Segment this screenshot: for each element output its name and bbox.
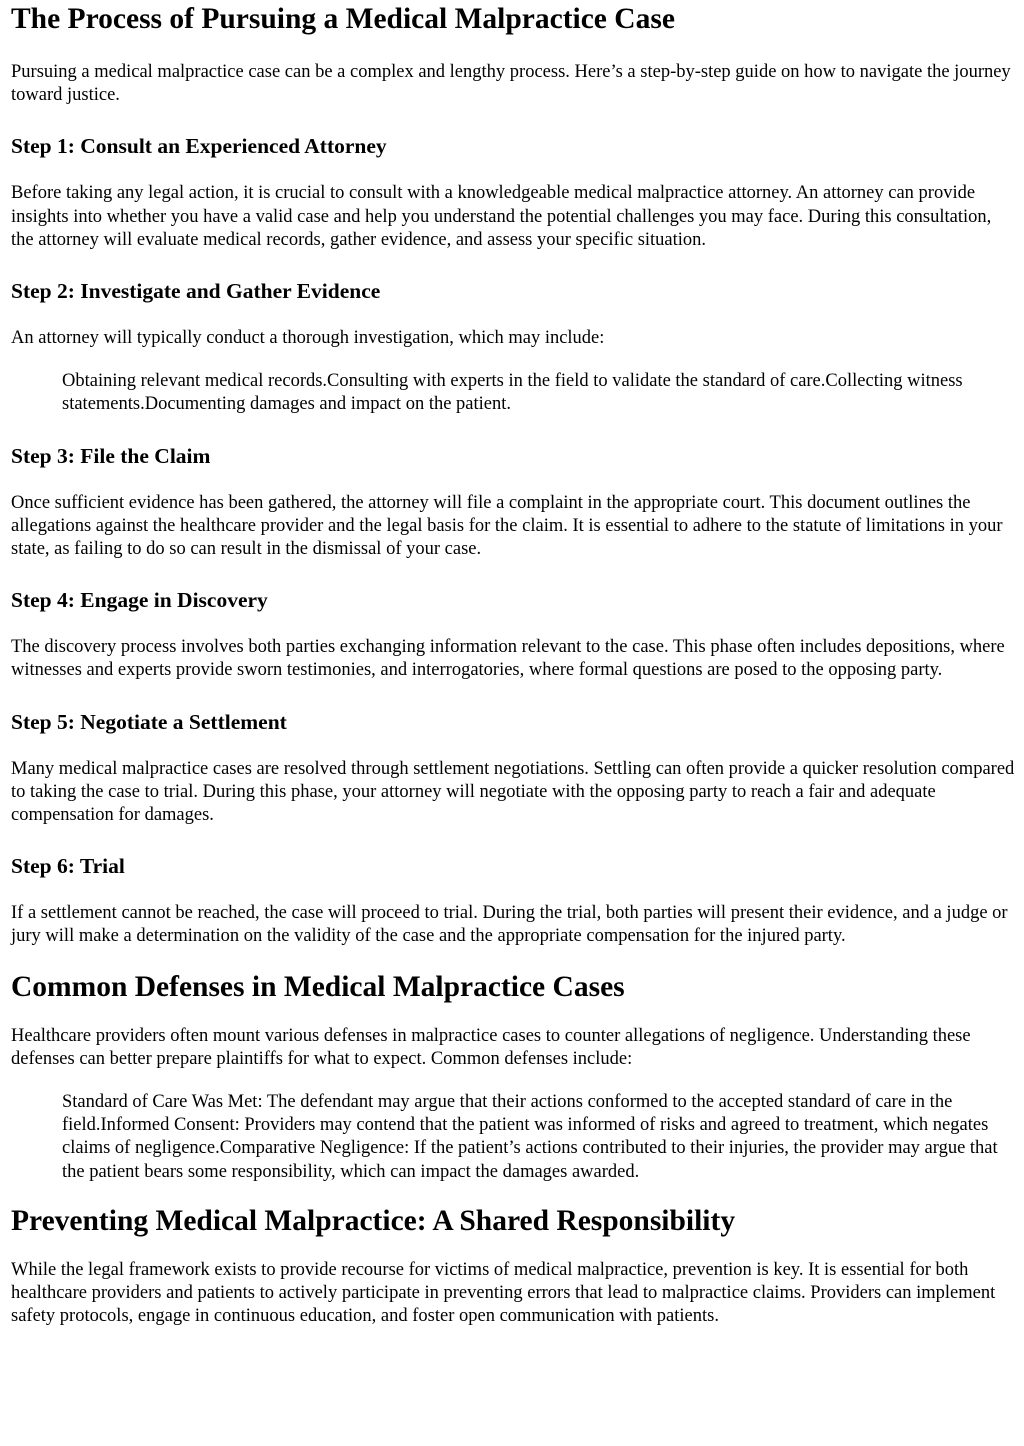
- step-1-heading: Step 1: Consult an Experienced Attorney: [11, 134, 387, 159]
- step-6-heading: Step 6: Trial: [11, 854, 125, 879]
- prevention-paragraph: While the legal framework exists to provide recourse for victims of medical malpractice, prevention is key. It is essential for both healthcare providers and patients to actively participate in preventing errors that lead to malpractice claims. Providers can implement safety protocols, engage in continuous education, and foster open communication with patients.: [11, 1259, 996, 1327]
- step-3-paragraph: Once sufficient evidence has been gathered, the attorney will file a complaint in the appropriate court. This document outlines the allegations against the healthcare provider and the legal basis for the claim. It is essential to adhere to the statute of limitations in your state, as failing to do so can result in the dismissal of your case.: [11, 492, 1003, 560]
- step-4-heading: Step 4: Engage in Discovery: [11, 588, 268, 613]
- page-title: The Process of Pursuing a Medical Malpractice Case: [11, 3, 675, 35]
- step-5-heading: Step 5: Negotiate a Settlement: [11, 709, 287, 734]
- step-6-paragraph: If a settlement cannot be reached, the case will proceed to trial. During the trial, both parties will present their evidence, and a judge or jury will make a determination on the validity of the case and the appropriate compensation for the injured party.: [11, 903, 1008, 947]
- step-1-paragraph: Before taking any legal action, it is crucial to consult with a knowledgeable medical malpractice attorney. An attorney can provide insights into whether you have a valid case and help you understand the potential challenges you may face. During this consultation, the attorney will evaluate medical records, gather evidence, and assess your specific situation.: [11, 183, 992, 250]
- intro-paragraph: Pursuing a medical malpractice case can be a complex and lengthy process. Here’s a step-by-step guide on how to navigate the journey toward justice.: [11, 62, 1011, 106]
- prevention-heading: Preventing Medical Malpractice: A Shared Responsibility: [11, 1204, 736, 1237]
- step-2-heading: Step 2: Investigate and Gather Evidence: [11, 279, 381, 304]
- defenses-paragraph: Healthcare providers often mount various defenses in malpractice cases to counter allegations of negligence. Understanding these defenses can better prepare plaintiffs for what to expect. Common defenses include:: [11, 1025, 971, 1069]
- step-2-evidence-quote: Obtaining relevant medical records.Consulting with experts in the field to validate the standard of care.Collecting witness statements.Documenting damages and impact on the patient.: [62, 371, 963, 415]
- step-4-paragraph: The discovery process involves both parties exchanging information relevant to the case. This phase often includes depositions, where witnesses and experts provide sworn testimonies, and interrogatories, where formal questions are posed to the opposing party.: [11, 637, 1005, 681]
- defenses-quote: Standard of Care Was Met: The defendant may argue that their actions conformed to the accepted standard of care in the field.Informed Consent: Providers may contend that the patient was informed of risks and agreed to treatment, which negates claims of negligence.Comparative Negligence: If the patient’s actions contributed to their injuries, the provider may argue that the patient bears some responsibility, which can impact the damages awarded.: [62, 1092, 998, 1182]
- step-3-heading: Step 3: File the Claim: [11, 443, 211, 468]
- defenses-heading: Common Defenses in Medical Malpractice Cases: [11, 970, 625, 1003]
- step-5-paragraph: Many medical malpractice cases are resolved through settlement negotiations. Settling can often provide a quicker resolution compared to taking the case to trial. During this phase, your attorney will negotiate with the opposing party to reach a fair and adequate compensation for damages.: [11, 758, 1015, 826]
- step-2-paragraph: An attorney will typically conduct a thorough investigation, which may include:: [11, 328, 605, 349]
